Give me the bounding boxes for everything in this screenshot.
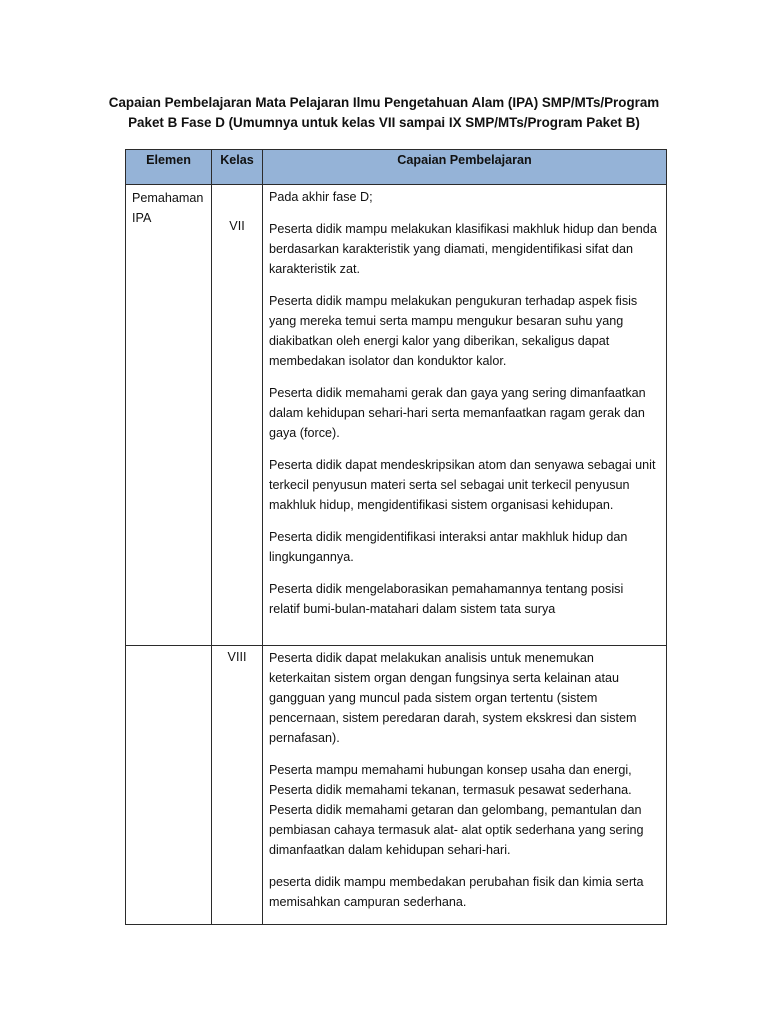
capaian-content <box>263 185 666 619</box>
table-row <box>126 646 667 925</box>
paragraph-line: Peserta didik mampu melakukan pengukuran terhadap aspek fisis <box>269 294 638 308</box>
capaian-paragraph <box>269 219 660 279</box>
capaian-paragraph <box>269 383 660 443</box>
header-kelas: Kelas <box>212 150 263 185</box>
paragraph-line: berdasarkan karakteristik yang diamati, mengidentifikasi sifat dan <box>269 242 634 256</box>
document-title <box>60 93 708 133</box>
capaian-paragraph <box>269 579 660 619</box>
capaian-intro: Pada akhir fase D; <box>269 190 373 204</box>
paragraph-line: keterkaitan sistem organ dengan fungsinya serta kelainan atau <box>269 671 620 685</box>
kelas-cell <box>212 646 263 925</box>
elemen-label <box>126 646 211 649</box>
elemen-cell <box>126 185 212 646</box>
kelas-label: VII <box>229 219 245 233</box>
paragraph-line: diakibatkan oleh energi kalor yang diberikan, sekaligus dapat <box>269 334 610 348</box>
capaian-cell <box>263 646 667 925</box>
paragraph-line: peserta didik mampu membedakan perubahan fisik dan kimia serta <box>269 875 644 889</box>
capaian-paragraph <box>269 455 660 515</box>
paragraph-line: Peserta didik mampu melakukan klasifikasi makhluk hidup dan benda <box>269 222 657 236</box>
paragraph-line: pernafasan). <box>269 731 340 745</box>
paragraph-line: yang mereka temui serta mampu mengukur besaran suhu yang <box>269 314 624 328</box>
title-line-1: Capaian Pembelajaran Mata Pelajaran Ilmu Pengetahuan Alam (IPA) SMP/MTs/Program <box>108 95 660 110</box>
kelas-cell <box>212 185 263 646</box>
paragraph-line: pembiasan cahaya termasuk alat- alat optik sederhana yang sering <box>269 823 644 837</box>
capaian-paragraph <box>269 291 660 371</box>
paragraph-line: memisahkan campuran sederhana. <box>269 895 467 909</box>
table-row <box>126 185 667 646</box>
capaian-cell <box>263 185 667 646</box>
paragraph-line: makhluk hidup, mengidentifikasi sistem organisasi kehidupan. <box>269 498 614 512</box>
paragraph-line: membedakan isolator dan konduktor kalor. <box>269 354 507 368</box>
paragraph-line: terkecil penyusun materi serta sel sebagai unit terkecil penyusun <box>269 478 630 492</box>
kelas-label: VIII <box>227 650 247 664</box>
paragraph-line: Peserta didik memahami getaran dan gelombang, pemantulan dan <box>269 803 642 817</box>
table-header-row <box>126 150 667 185</box>
paragraph-line: dimanfaatkan dalam kehidupan sehari-hari. <box>269 843 511 857</box>
elemen-label: Pemahaman IPA <box>132 191 204 225</box>
paragraph-line: gangguan yang muncul pada sistem organ tertentu (sistem <box>269 691 598 705</box>
paragraph-line: relatif bumi-bulan-matahari dalam sistem tata surya <box>269 602 556 616</box>
capaian-table <box>125 149 667 925</box>
paragraph-line: gaya (force). <box>269 426 340 440</box>
capaian-paragraph <box>269 648 660 748</box>
paragraph-line: Peserta didik dapat melakukan analisis untuk menemukan <box>269 651 594 665</box>
title-line-2: Paket B Fase D (Umumnya untuk kelas VII sampai IX SMP/MTs/Program Paket B) <box>128 115 640 130</box>
capaian-paragraph <box>269 872 660 912</box>
paragraph-line: Peserta didik mengidentifikasi interaksi antar makhluk hidup dan <box>269 530 628 544</box>
elemen-cell <box>126 646 212 925</box>
paragraph-line: karakteristik zat. <box>269 262 360 276</box>
paragraph-line: Peserta didik memahami gerak dan gaya yang sering dimanfaatkan <box>269 386 646 400</box>
paragraph-line: lingkungannya. <box>269 550 354 564</box>
paragraph-line: Peserta didik memahami tekanan, termasuk pesawat sederhana. <box>269 783 632 797</box>
paragraph-line: Peserta mampu memahami hubungan konsep usaha dan energi, <box>269 763 632 777</box>
capaian-paragraph <box>269 527 660 567</box>
paragraph-line: Peserta didik dapat mendeskripsikan atom dan senyawa sebagai unit <box>269 458 656 472</box>
header-capaian: Capaian Pembelajaran <box>263 150 667 185</box>
capaian-paragraph <box>269 760 660 860</box>
paragraph-line: pencernaan, sistem peredaran darah, system ekskresi dan sistem <box>269 711 637 725</box>
paragraph-line: dalam kehidupan sehari-hari serta memanfaatkan ragam gerak dan <box>269 406 645 420</box>
capaian-content <box>263 646 666 912</box>
header-elemen: Elemen <box>126 150 212 185</box>
paragraph-line: Peserta didik mengelaborasikan pemahamannya tentang posisi <box>269 582 624 596</box>
